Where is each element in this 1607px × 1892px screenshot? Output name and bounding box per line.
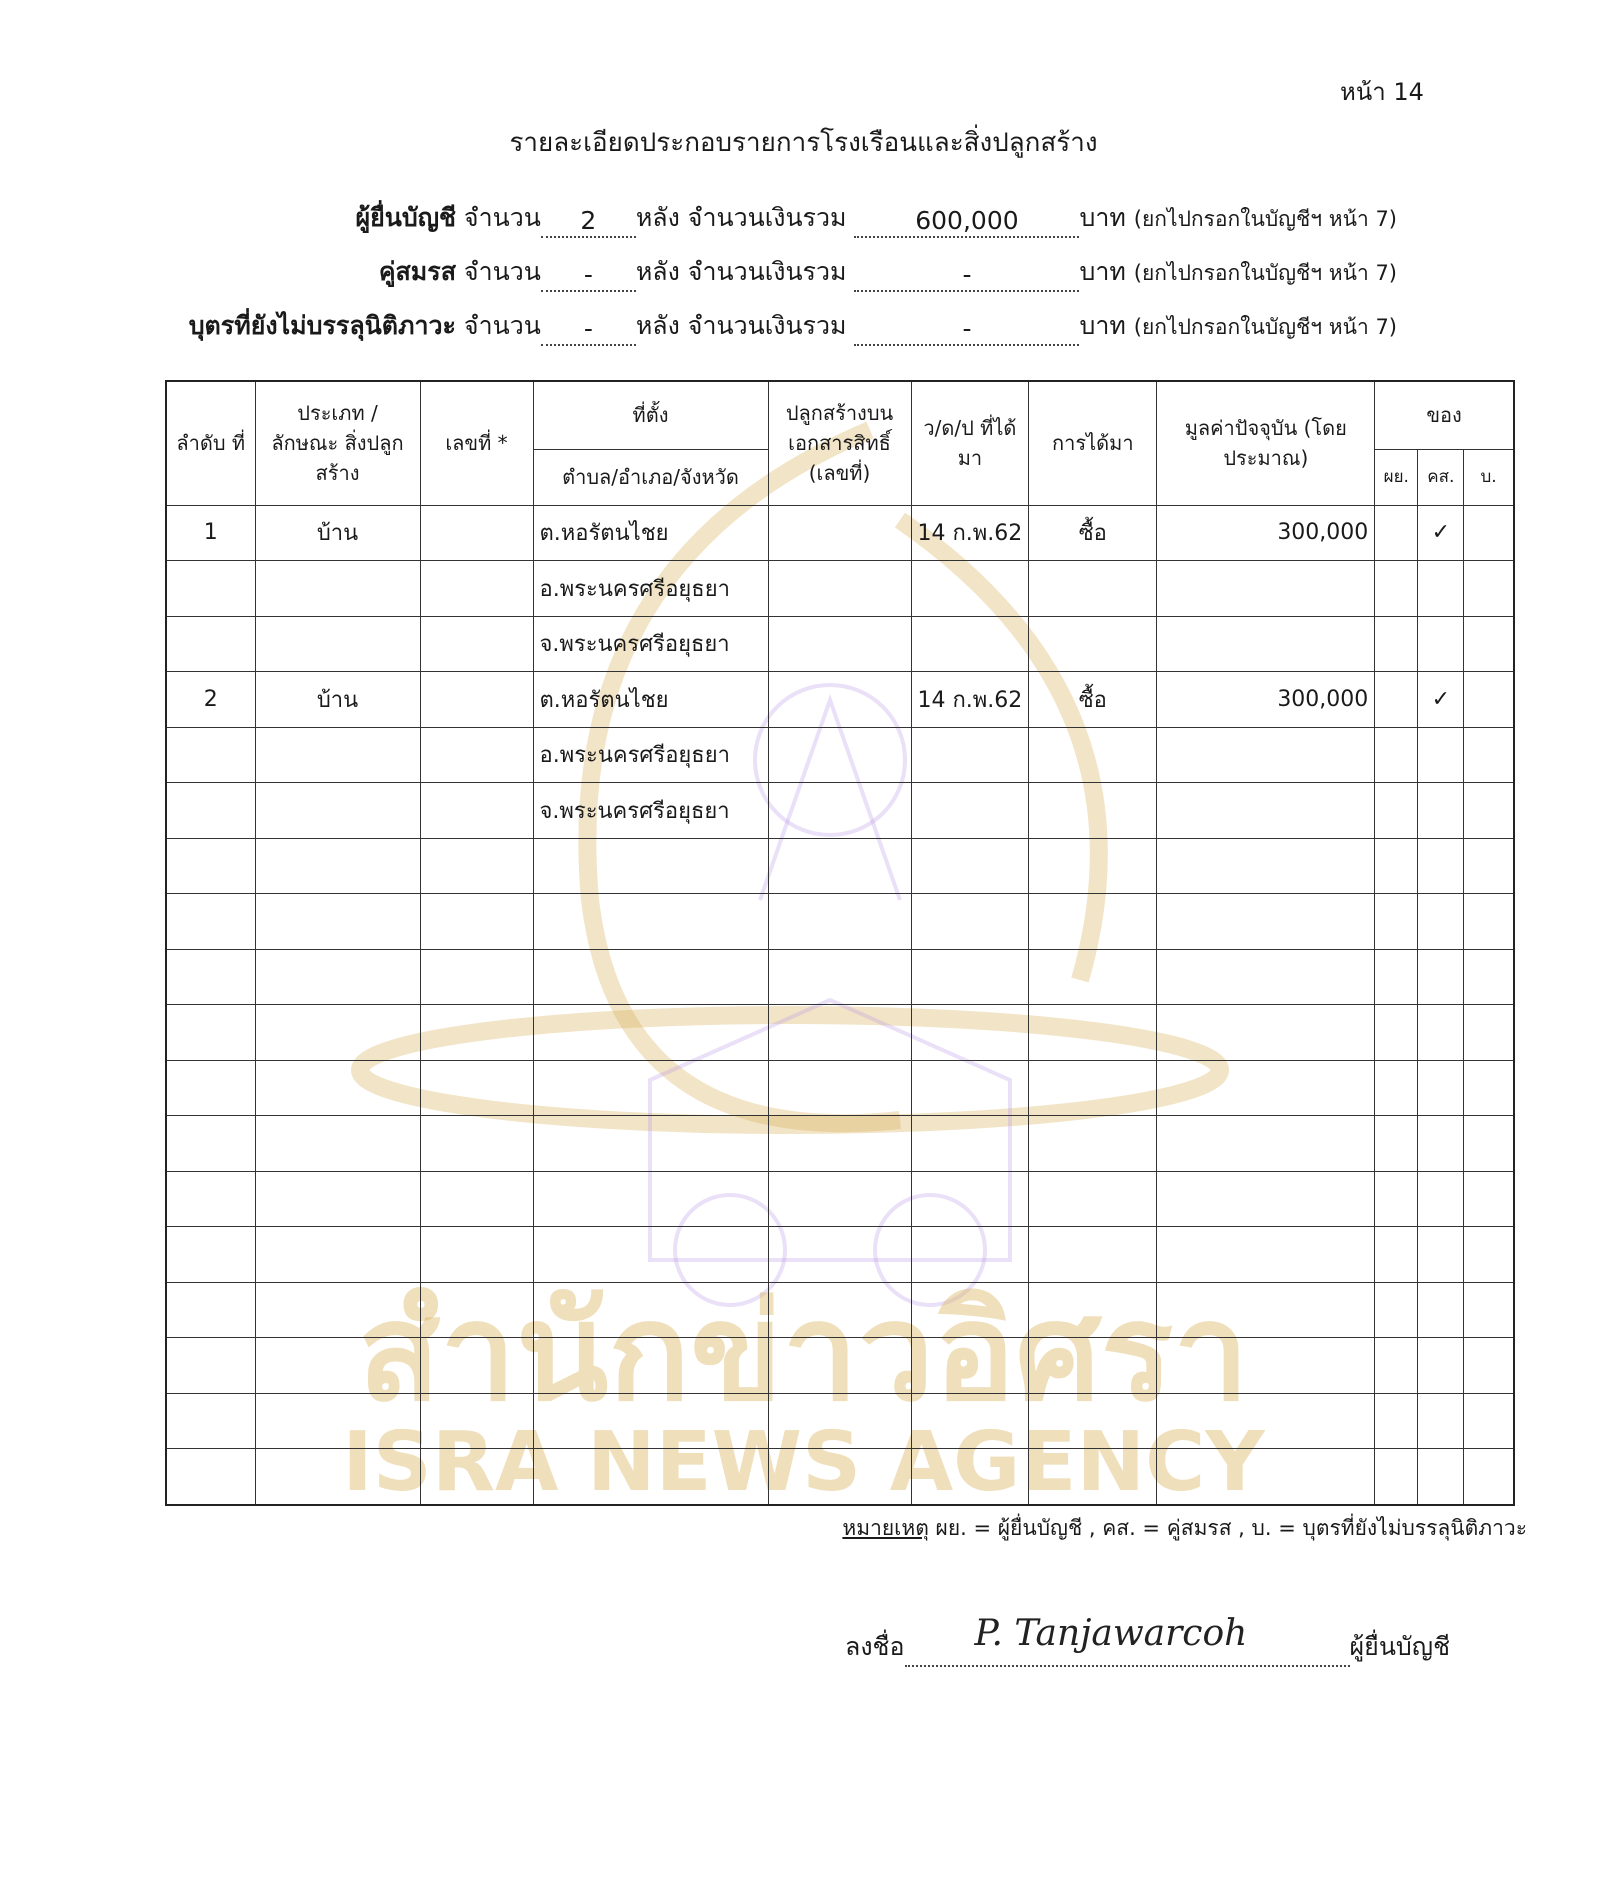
cell-acquisition [1029,894,1157,950]
table-row [166,561,1514,617]
table-row [166,894,1514,950]
cell-value [1157,894,1375,950]
cell-number [420,1282,533,1338]
cell-location [533,949,768,1005]
cell-value [1157,727,1375,783]
cell-type [255,838,420,894]
cell-deed [768,1171,911,1227]
cell-acquisition [1029,1116,1157,1172]
cell-order [166,1060,255,1116]
cell-owner-spouse [1418,1116,1464,1172]
summary-total: 600,000 [854,206,1079,238]
cell-owner-child [1464,505,1514,561]
table-body [166,505,1514,1505]
cell-value: 300,000 [1157,672,1375,728]
table-row [166,1005,1514,1061]
cell-owner-child [1464,616,1514,672]
cell-location [533,1060,768,1116]
cell-value [1157,1171,1375,1227]
cell-owner-spouse [1418,616,1464,672]
cell-number [420,561,533,617]
table-row [166,505,1514,561]
table-row [166,1116,1514,1172]
cell-owner-child [1464,1449,1514,1505]
summary-total: - [854,260,1079,292]
cell-date [911,949,1029,1005]
summary-total-label: จำนวนเงินรวม [687,311,847,340]
summary-total-label: จำนวนเงินรวม [687,257,847,286]
cell-location: จ.พระนครศรีอยุธยา [533,616,768,672]
cell-owner-spouse [1418,561,1464,617]
cell-deed [768,1005,911,1061]
header-acquisition: การได้มา [1029,381,1157,505]
cell-owner-declarant [1375,616,1418,672]
signature-line [905,1613,1350,1667]
summary-owner: คู่สมรส [378,257,456,286]
cell-order [166,783,255,839]
cell-acquisition [1029,727,1157,783]
cell-location [533,1227,768,1283]
cell-location: อ.พระนครศรีอยุธยา [533,727,768,783]
cell-location [533,1005,768,1061]
header-location-sub: ตำบล/อำเภอ/จังหวัด [533,449,768,505]
cell-owner-spouse: ✓ [1418,672,1464,728]
summary-line-spouse [379,252,1397,292]
cell-date [911,561,1029,617]
summary-currency: บาท [1079,203,1126,232]
cell-owner-child [1464,561,1514,617]
cell-deed [768,505,911,561]
cell-type [255,1116,420,1172]
cell-location [533,1393,768,1449]
summary-unit: หลัง [635,203,680,232]
cell-deed [768,1282,911,1338]
cell-owner-spouse [1418,1005,1464,1061]
cell-order [166,616,255,672]
cell-acquisition: ซื้อ [1029,505,1157,561]
cell-order: 1 [166,505,255,561]
cell-value [1157,1005,1375,1061]
cell-type [255,1227,420,1283]
cell-owner-spouse [1418,1449,1464,1505]
cell-location [533,1116,768,1172]
cell-owner-spouse [1418,949,1464,1005]
table-row [166,783,1514,839]
buildings-table [165,380,1515,1506]
cell-order [166,1282,255,1338]
cell-acquisition [1029,1449,1157,1505]
cell-order [166,949,255,1005]
cell-value [1157,838,1375,894]
cell-owner-declarant [1375,1005,1418,1061]
cell-location: ต.หอรัตนไชย [533,672,768,728]
summary-unit: หลัง [635,257,680,286]
cell-owner-declarant [1375,949,1418,1005]
cell-value [1157,561,1375,617]
table-row [166,616,1514,672]
cell-value [1157,949,1375,1005]
header-location: ที่ตั้ง [533,381,768,449]
summary-currency: บาท [1079,311,1126,340]
cell-date [911,1171,1029,1227]
cell-order [166,1338,255,1394]
cell-owner-declarant [1375,672,1418,728]
cell-order [166,1171,255,1227]
cell-date [911,783,1029,839]
summary-unit: หลัง [635,311,680,340]
cell-owner-declarant [1375,1449,1418,1505]
cell-date [911,894,1029,950]
cell-value [1157,783,1375,839]
legend-label: หมายเหตุ [842,1516,929,1540]
signature-role: ผู้ยื่นบัญชี [1349,1632,1451,1661]
cell-date: 14 ก.พ.62 [911,672,1029,728]
cell-owner-child [1464,949,1514,1005]
cell-acquisition [1029,1171,1157,1227]
table-row [166,1338,1514,1394]
table-header [166,381,1514,505]
cell-value [1157,1060,1375,1116]
legend-text: ผย. = ผู้ยื่นบัญชี , คส. = คู่สมรส , บ. = บุตรที่ยังไม่บรรลุนิติภาวะ [928,1516,1527,1540]
cell-owner-child [1464,672,1514,728]
cell-deed [768,727,911,783]
cell-owner-declarant [1375,1338,1418,1394]
summary-count-label: จำนวน [463,311,541,340]
cell-acquisition [1029,1393,1157,1449]
cell-acquisition [1029,616,1157,672]
cell-owner-child [1464,1171,1514,1227]
cell-date [911,1449,1029,1505]
cell-date [911,616,1029,672]
summary-total: - [854,314,1079,346]
cell-acquisition [1029,1060,1157,1116]
header-type: ประเภท / ลักษณะ สิ่งปลูกสร้าง [255,381,420,505]
cell-value [1157,1282,1375,1338]
cell-owner-declarant [1375,838,1418,894]
cell-deed [768,894,911,950]
page-number: หน้า 14 [1340,78,1424,106]
cell-date [911,1227,1029,1283]
cell-type [255,949,420,1005]
table-row [166,1060,1514,1116]
cell-number [420,672,533,728]
cell-date [911,1116,1029,1172]
cell-owner-child [1464,1282,1514,1338]
table-legend [842,1512,1527,1545]
cell-location [533,1282,768,1338]
cell-owner-child [1464,783,1514,839]
cell-owner-declarant [1375,505,1418,561]
document-title: รายละเอียดประกอบรายการโรงเรือนและสิ่งปลูกสร้าง [509,128,1098,158]
cell-owner-spouse [1418,1338,1464,1394]
cell-owner-spouse [1418,727,1464,783]
cell-value: 300,000 [1157,505,1375,561]
summary-owner: ผู้ยื่นบัญชี [355,203,456,232]
cell-number [420,894,533,950]
cell-acquisition: ซื้อ [1029,672,1157,728]
summary-line-declarant [355,198,1397,238]
signature-handwriting: P. Tanjawarcoh [974,1613,1248,1654]
cell-deed [768,949,911,1005]
cell-date [911,1393,1029,1449]
cell-number [420,616,533,672]
cell-deed [768,1060,911,1116]
cell-number [420,1005,533,1061]
cell-value [1157,1116,1375,1172]
cell-type [255,783,420,839]
cell-number [420,1060,533,1116]
cell-owner-declarant [1375,783,1418,839]
cell-deed [768,838,911,894]
cell-location [533,1338,768,1394]
table-row [166,838,1514,894]
cell-owner-spouse [1418,1393,1464,1449]
cell-deed [768,1393,911,1449]
cell-deed [768,1227,911,1283]
cell-date [911,727,1029,783]
cell-location: ต.หอรัตนไชย [533,505,768,561]
cell-number [420,949,533,1005]
header-owner-child: บ. [1464,449,1514,505]
cell-type [255,1282,420,1338]
cell-owner-declarant [1375,1116,1418,1172]
cell-owner-spouse [1418,1282,1464,1338]
cell-type [255,894,420,950]
cell-owner-child [1464,894,1514,950]
cell-owner-declarant [1375,561,1418,617]
cell-type [255,1449,420,1505]
cell-acquisition [1029,1282,1157,1338]
cell-location: อ.พระนครศรีอยุธยา [533,561,768,617]
cell-number [420,1449,533,1505]
cell-order: 2 [166,672,255,728]
cell-owner-spouse [1418,783,1464,839]
cell-location [533,1171,768,1227]
cell-deed [768,561,911,617]
cell-value [1157,1338,1375,1394]
cell-owner-child [1464,838,1514,894]
cell-type [255,616,420,672]
cell-order [166,1227,255,1283]
cell-order [166,1393,255,1449]
cell-type: บ้าน [255,505,420,561]
cell-value [1157,616,1375,672]
cell-date [911,1060,1029,1116]
cell-type [255,561,420,617]
cell-number [420,783,533,839]
cell-owner-child [1464,1227,1514,1283]
signature-label: ลงชื่อ [845,1632,905,1661]
cell-owner-child [1464,727,1514,783]
cell-date: 14 ก.พ.62 [911,505,1029,561]
cell-type: บ้าน [255,672,420,728]
cell-owner-spouse [1418,1060,1464,1116]
cell-value [1157,1449,1375,1505]
cell-number [420,1338,533,1394]
cell-acquisition [1029,949,1157,1005]
cell-order [166,561,255,617]
cell-deed [768,783,911,839]
cell-deed [768,1116,911,1172]
summary-total-label: จำนวนเงินรวม [687,203,847,232]
table-row [166,1171,1514,1227]
table-row [166,1227,1514,1283]
header-owner-declarant: ผย. [1375,449,1418,505]
cell-type [255,727,420,783]
cell-order [166,1449,255,1505]
signature-block [845,1613,1451,1667]
cell-acquisition [1029,561,1157,617]
table-row [166,672,1514,728]
cell-owner-declarant [1375,1060,1418,1116]
cell-date [911,1282,1029,1338]
cell-value [1157,1393,1375,1449]
cell-owner-declarant [1375,1171,1418,1227]
summary-count: - [541,260,636,292]
cell-owner-declarant [1375,1227,1418,1283]
cell-owner-spouse [1418,838,1464,894]
cell-order [166,1005,255,1061]
summary-note: (ยกไปกรอกในบัญชีฯ หน้า 7) [1133,261,1397,285]
cell-order [166,894,255,950]
cell-location [533,838,768,894]
cell-owner-child [1464,1060,1514,1116]
cell-number [420,1227,533,1283]
cell-owner-child [1464,1116,1514,1172]
cell-type [255,1338,420,1394]
cell-value [1157,1227,1375,1283]
cell-location [533,894,768,950]
summary-count-label: จำนวน [463,203,541,232]
cell-location: จ.พระนครศรีอยุธยา [533,783,768,839]
cell-date [911,1338,1029,1394]
cell-number [420,1393,533,1449]
summary-count: 2 [541,206,636,238]
summary-currency: บาท [1079,257,1126,286]
cell-owner-child [1464,1338,1514,1394]
cell-deed [768,616,911,672]
cell-date [911,1005,1029,1061]
cell-order [166,838,255,894]
cell-type [255,1171,420,1227]
cell-number [420,505,533,561]
cell-type [255,1060,420,1116]
cell-deed [768,672,911,728]
table-row [166,727,1514,783]
summary-count: - [541,314,636,346]
cell-owner-spouse [1418,1171,1464,1227]
cell-owner-declarant [1375,727,1418,783]
cell-owner-spouse: ✓ [1418,505,1464,561]
header-deed: ปลูกสร้างบน เอกสารสิทธิ์ (เลขที่) [768,381,911,505]
cell-deed [768,1449,911,1505]
cell-acquisition [1029,1005,1157,1061]
cell-date [911,838,1029,894]
cell-deed [768,1338,911,1394]
cell-number [420,1171,533,1227]
table-row [166,1393,1514,1449]
table-row [166,1449,1514,1505]
cell-owner-declarant [1375,894,1418,950]
cell-owner-declarant [1375,1282,1418,1338]
summary-note: (ยกไปกรอกในบัญชีฯ หน้า 7) [1133,315,1397,339]
cell-owner-spouse [1418,894,1464,950]
cell-type [255,1393,420,1449]
summary-line-children [189,306,1397,346]
table-row [166,1282,1514,1338]
cell-acquisition [1029,1338,1157,1394]
watermark-english-text: ISRA NEWS AGENCY [342,1415,1265,1510]
cell-acquisition [1029,783,1157,839]
cell-acquisition [1029,1227,1157,1283]
cell-number [420,1116,533,1172]
cell-order [166,1116,255,1172]
cell-type [255,1005,420,1061]
cell-owner-child [1464,1005,1514,1061]
header-date: ว/ด/ป ที่ได้มา [911,381,1029,505]
cell-number [420,838,533,894]
cell-location [533,1449,768,1505]
cell-owner-declarant [1375,1393,1418,1449]
cell-owner-spouse [1418,1227,1464,1283]
cell-acquisition [1029,838,1157,894]
cell-order [166,727,255,783]
header-owner: ของ [1375,381,1514,449]
header-value: มูลค่าปัจจุบัน (โดยประมาณ) [1157,381,1375,505]
summary-note: (ยกไปกรอกในบัญชีฯ หน้า 7) [1133,207,1397,231]
header-order: ลำดับ ที่ [166,381,255,505]
table-row [166,949,1514,1005]
header-number: เลขที่ * [420,381,533,505]
header-owner-spouse: คส. [1418,449,1464,505]
watermark-thai-text: สำนักข่าวอิศรา [357,1274,1250,1431]
summary-count-label: จำนวน [463,257,541,286]
cell-number [420,727,533,783]
cell-owner-child [1464,1393,1514,1449]
summary-owner: บุตรที่ยังไม่บรรลุนิติภาวะ [188,311,456,340]
